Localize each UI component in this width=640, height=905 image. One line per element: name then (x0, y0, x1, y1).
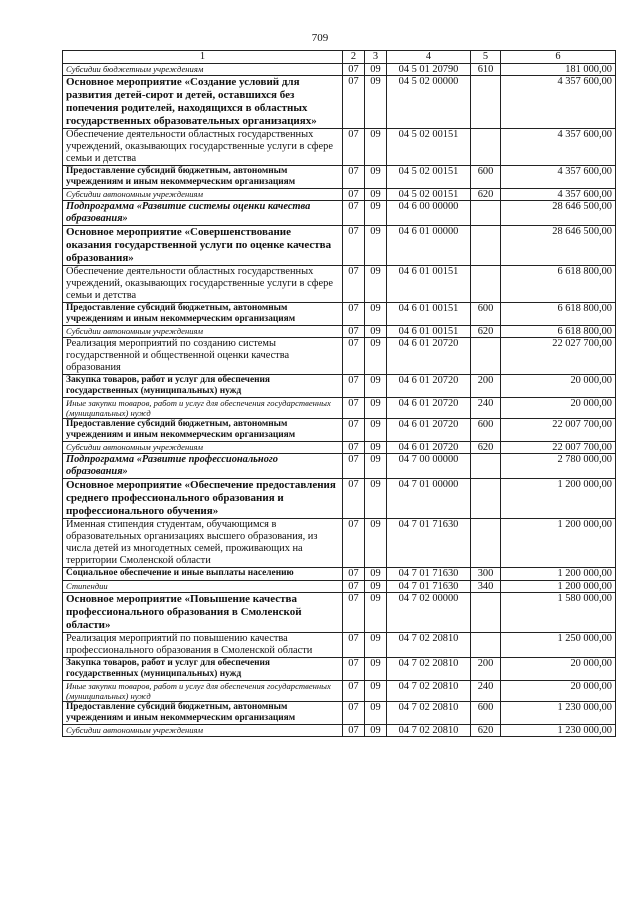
section-code-cell: 07 (343, 398, 365, 419)
amount-cell: 6 618 800,00 (501, 326, 616, 338)
target-article-cell: 04 6 01 20720 (387, 338, 471, 375)
amount-cell: 6 618 800,00 (501, 303, 616, 326)
table-row (63, 681, 616, 702)
table-row (63, 129, 616, 166)
section-code-cell: 07 (343, 189, 365, 201)
table-row (63, 201, 616, 226)
target-article-cell: 04 7 02 20810 (387, 658, 471, 681)
subsection-code-cell: 09 (365, 519, 387, 568)
section-code-cell: 07 (343, 633, 365, 658)
expense-type-cell (471, 129, 501, 166)
expense-type-cell: 200 (471, 375, 501, 398)
subsection-code-cell: 09 (365, 338, 387, 375)
target-article-cell: 04 7 01 71630 (387, 519, 471, 568)
target-article-cell: 04 6 01 00151 (387, 303, 471, 326)
expense-type-cell: 620 (471, 725, 501, 737)
table-row (63, 479, 616, 519)
subsection-code-cell: 09 (365, 398, 387, 419)
subsection-code-cell: 09 (365, 189, 387, 201)
expense-type-cell (471, 266, 501, 303)
subsection-code-cell: 09 (365, 419, 387, 442)
amount-cell: 1 200 000,00 (501, 479, 616, 519)
amount-cell: 6 618 800,00 (501, 266, 616, 303)
section-code-cell: 07 (343, 519, 365, 568)
amount-cell: 181 000,00 (501, 64, 616, 76)
target-article-cell: 04 6 01 20720 (387, 419, 471, 442)
subsection-code-cell: 09 (365, 442, 387, 454)
header-cell-2: 2 (343, 51, 365, 64)
section-code-cell: 07 (343, 129, 365, 166)
amount-cell: 22 027 700,00 (501, 338, 616, 375)
table-row (63, 338, 616, 375)
table-row (63, 658, 616, 681)
target-article-cell: 04 6 01 20720 (387, 442, 471, 454)
header-cell-3: 3 (365, 51, 387, 64)
section-code-cell: 07 (343, 568, 365, 581)
subsection-code-cell: 09 (365, 266, 387, 303)
expense-type-cell: 610 (471, 64, 501, 76)
row-name-cell: Предоставление субсидий бюджетным, автономным учреждениям и иным некоммерческим организациям (63, 702, 343, 725)
section-code-cell: 07 (343, 76, 365, 129)
expense-type-cell: 620 (471, 442, 501, 454)
subsection-code-cell: 09 (365, 479, 387, 519)
section-code-cell: 07 (343, 454, 365, 479)
amount-cell: 4 357 600,00 (501, 166, 616, 189)
section-code-cell: 07 (343, 166, 365, 189)
amount-cell: 4 357 600,00 (501, 129, 616, 166)
amount-cell: 1 580 000,00 (501, 593, 616, 633)
row-name-cell: Предоставление субсидий бюджетным, автономным учреждениям и иным некоммерческим организациям (63, 419, 343, 442)
target-article-cell: 04 7 02 00000 (387, 593, 471, 633)
row-name-cell: Основное мероприятие «Обеспечение предоставления среднего профессионального образования и профессионального обучения» (63, 479, 343, 519)
amount-cell: 1 250 000,00 (501, 633, 616, 658)
expense-type-cell: 620 (471, 189, 501, 201)
subsection-code-cell: 09 (365, 76, 387, 129)
row-name-cell: Предоставление субсидий бюджетным, автономным учреждениям и иным некоммерческим организациям (63, 303, 343, 326)
row-name-cell: Именная стипендия студентам, обучающимся в образовательных организациях высшего образования, из числа детей из многодетных семей, проживающих на территории Смоленской области (63, 519, 343, 568)
table-row (63, 419, 616, 442)
expense-type-cell (471, 593, 501, 633)
expense-type-cell (471, 76, 501, 129)
target-article-cell: 04 7 00 00000 (387, 454, 471, 479)
row-name-cell: Субсидии автономным учреждениям (63, 189, 343, 201)
amount-cell: 1 200 000,00 (501, 568, 616, 581)
section-code-cell: 07 (343, 226, 365, 266)
row-name-cell: Подпрограмма «Развитие профессионального образования» (63, 454, 343, 479)
expense-type-cell (471, 201, 501, 226)
table-row (63, 442, 616, 454)
expense-type-cell (471, 454, 501, 479)
section-code-cell: 07 (343, 266, 365, 303)
subsection-code-cell: 09 (365, 303, 387, 326)
row-name-cell: Основное мероприятие «Совершенствование оказания государственной услуги по оценке качества образования» (63, 226, 343, 266)
target-article-cell: 04 6 01 00000 (387, 226, 471, 266)
table-row (63, 702, 616, 725)
subsection-code-cell: 09 (365, 681, 387, 702)
row-name-cell: Основное мероприятие «Создание условий для развития детей-сирот и детей, оставшихся без попечения родителей, находящихся в областных государственных образовательных организациях» (63, 76, 343, 129)
amount-cell: 20 000,00 (501, 375, 616, 398)
subsection-code-cell: 09 (365, 375, 387, 398)
amount-cell: 1 230 000,00 (501, 725, 616, 737)
expense-type-cell: 600 (471, 303, 501, 326)
expense-type-cell: 300 (471, 568, 501, 581)
table-row (63, 189, 616, 201)
expense-type-cell (471, 338, 501, 375)
target-article-cell: 04 7 01 71630 (387, 568, 471, 581)
row-name-cell: Субсидии автономным учреждениям (63, 326, 343, 338)
page-number: 709 (311, 32, 329, 44)
target-article-cell: 04 6 01 20720 (387, 375, 471, 398)
table-row (63, 266, 616, 303)
target-article-cell: 04 7 01 71630 (387, 581, 471, 593)
subsection-code-cell: 09 (365, 454, 387, 479)
table-row (63, 375, 616, 398)
table-row (63, 581, 616, 593)
header-cell-6: 6 (501, 51, 616, 64)
amount-cell: 20 000,00 (501, 658, 616, 681)
section-code-cell: 07 (343, 581, 365, 593)
section-code-cell: 07 (343, 326, 365, 338)
section-code-cell: 07 (343, 303, 365, 326)
row-name-cell: Закупка товаров, работ и услуг для обеспечения государственных (муниципальных) нужд (63, 375, 343, 398)
expense-type-cell: 340 (471, 581, 501, 593)
section-code-cell: 07 (343, 338, 365, 375)
subsection-code-cell: 09 (365, 725, 387, 737)
section-code-cell: 07 (343, 681, 365, 702)
amount-cell: 1 200 000,00 (501, 519, 616, 568)
section-code-cell: 07 (343, 375, 365, 398)
subsection-code-cell: 09 (365, 633, 387, 658)
row-name-cell: Предоставление субсидий бюджетным, автономным учреждениям и иным некоммерческим организациям (63, 166, 343, 189)
section-code-cell: 07 (343, 201, 365, 226)
table-row (63, 519, 616, 568)
section-code-cell: 07 (343, 725, 365, 737)
section-code-cell: 07 (343, 479, 365, 519)
table-row (63, 725, 616, 737)
table-row (63, 76, 616, 129)
section-code-cell: 07 (343, 442, 365, 454)
table-row (63, 166, 616, 189)
row-name-cell: Иные закупки товаров, работ и услуг для обеспечения государственных (муниципальных) нужд (63, 681, 343, 702)
row-name-cell: Субсидии автономным учреждениям (63, 725, 343, 737)
amount-cell: 1 230 000,00 (501, 702, 616, 725)
target-article-cell: 04 5 02 00000 (387, 76, 471, 129)
header-cell-1: 1 (63, 51, 343, 64)
target-article-cell: 04 5 01 20790 (387, 64, 471, 76)
target-article-cell: 04 6 00 00000 (387, 201, 471, 226)
target-article-cell: 04 5 02 00151 (387, 129, 471, 166)
row-name-cell: Закупка товаров, работ и услуг для обеспечения государственных (муниципальных) нужд (63, 658, 343, 681)
subsection-code-cell: 09 (365, 568, 387, 581)
table-row (63, 568, 616, 581)
amount-cell: 28 646 500,00 (501, 226, 616, 266)
target-article-cell: 04 7 02 20810 (387, 633, 471, 658)
section-code-cell: 07 (343, 419, 365, 442)
table-row (63, 593, 616, 633)
subsection-code-cell: 09 (365, 326, 387, 338)
header-row (63, 51, 616, 64)
expense-type-cell: 200 (471, 658, 501, 681)
amount-cell: 22 007 700,00 (501, 442, 616, 454)
table-row (63, 454, 616, 479)
target-article-cell: 04 7 01 00000 (387, 479, 471, 519)
section-code-cell: 07 (343, 702, 365, 725)
row-name-cell: Стипендии (63, 581, 343, 593)
row-name-cell: Реализация мероприятий по повышению качества профессионального образования в Смоленской области (63, 633, 343, 658)
table-row (63, 226, 616, 266)
amount-cell: 22 007 700,00 (501, 419, 616, 442)
subsection-code-cell: 09 (365, 166, 387, 189)
expense-type-cell: 600 (471, 166, 501, 189)
amount-cell: 4 357 600,00 (501, 189, 616, 201)
row-name-cell: Обеспечение деятельности областных государственных учреждений, оказывающих государственные услуги в сфере семьи и детства (63, 266, 343, 303)
section-code-cell: 07 (343, 658, 365, 681)
row-name-cell: Иные закупки товаров, работ и услуг для обеспечения государственных (муниципальных) нужд (63, 398, 343, 419)
table-row (63, 633, 616, 658)
amount-cell: 28 646 500,00 (501, 201, 616, 226)
expense-type-cell (471, 633, 501, 658)
amount-cell: 2 780 000,00 (501, 454, 616, 479)
row-name-cell: Субсидии бюджетным учреждениям (63, 64, 343, 76)
target-article-cell: 04 6 01 20720 (387, 398, 471, 419)
expense-type-cell: 240 (471, 398, 501, 419)
amount-cell: 1 200 000,00 (501, 581, 616, 593)
target-article-cell: 04 7 02 20810 (387, 681, 471, 702)
amount-cell: 20 000,00 (501, 681, 616, 702)
amount-cell: 20 000,00 (501, 398, 616, 419)
subsection-code-cell: 09 (365, 658, 387, 681)
target-article-cell: 04 5 02 00151 (387, 166, 471, 189)
expense-type-cell (471, 226, 501, 266)
header-cell-4: 4 (387, 51, 471, 64)
expense-type-cell: 620 (471, 326, 501, 338)
target-article-cell: 04 5 02 00151 (387, 189, 471, 201)
expense-type-cell: 600 (471, 702, 501, 725)
subsection-code-cell: 09 (365, 201, 387, 226)
row-name-cell: Обеспечение деятельности областных государственных учреждений, оказывающих государственные услуги в сфере семьи и детства (63, 129, 343, 166)
subsection-code-cell: 09 (365, 226, 387, 266)
subsection-code-cell: 09 (365, 593, 387, 633)
table-row (63, 398, 616, 419)
row-name-cell: Субсидии автономным учреждениям (63, 442, 343, 454)
subsection-code-cell: 09 (365, 581, 387, 593)
header-cell-5: 5 (471, 51, 501, 64)
target-article-cell: 04 7 02 20810 (387, 702, 471, 725)
subsection-code-cell: 09 (365, 64, 387, 76)
table-row (63, 303, 616, 326)
subsection-code-cell: 09 (365, 129, 387, 166)
row-name-cell: Реализация мероприятий по созданию системы государственной и общественной оценки качества образования (63, 338, 343, 375)
expense-type-cell (471, 479, 501, 519)
row-name-cell: Подпрограмма «Развитие системы оценки качества образования» (63, 201, 343, 226)
budget-table (62, 50, 616, 737)
expense-type-cell (471, 519, 501, 568)
row-name-cell: Основное мероприятие «Повышение качества профессионального образования в Смоленской области» (63, 593, 343, 633)
amount-cell: 4 357 600,00 (501, 76, 616, 129)
table-row (63, 64, 616, 76)
row-name-cell: Социальное обеспечение и иные выплаты населению (63, 568, 343, 581)
expense-type-cell: 600 (471, 419, 501, 442)
target-article-cell: 04 7 02 20810 (387, 725, 471, 737)
target-article-cell: 04 6 01 00151 (387, 266, 471, 303)
subsection-code-cell: 09 (365, 702, 387, 725)
section-code-cell: 07 (343, 593, 365, 633)
table-row (63, 326, 616, 338)
target-article-cell: 04 6 01 00151 (387, 326, 471, 338)
section-code-cell: 07 (343, 64, 365, 76)
expense-type-cell: 240 (471, 681, 501, 702)
